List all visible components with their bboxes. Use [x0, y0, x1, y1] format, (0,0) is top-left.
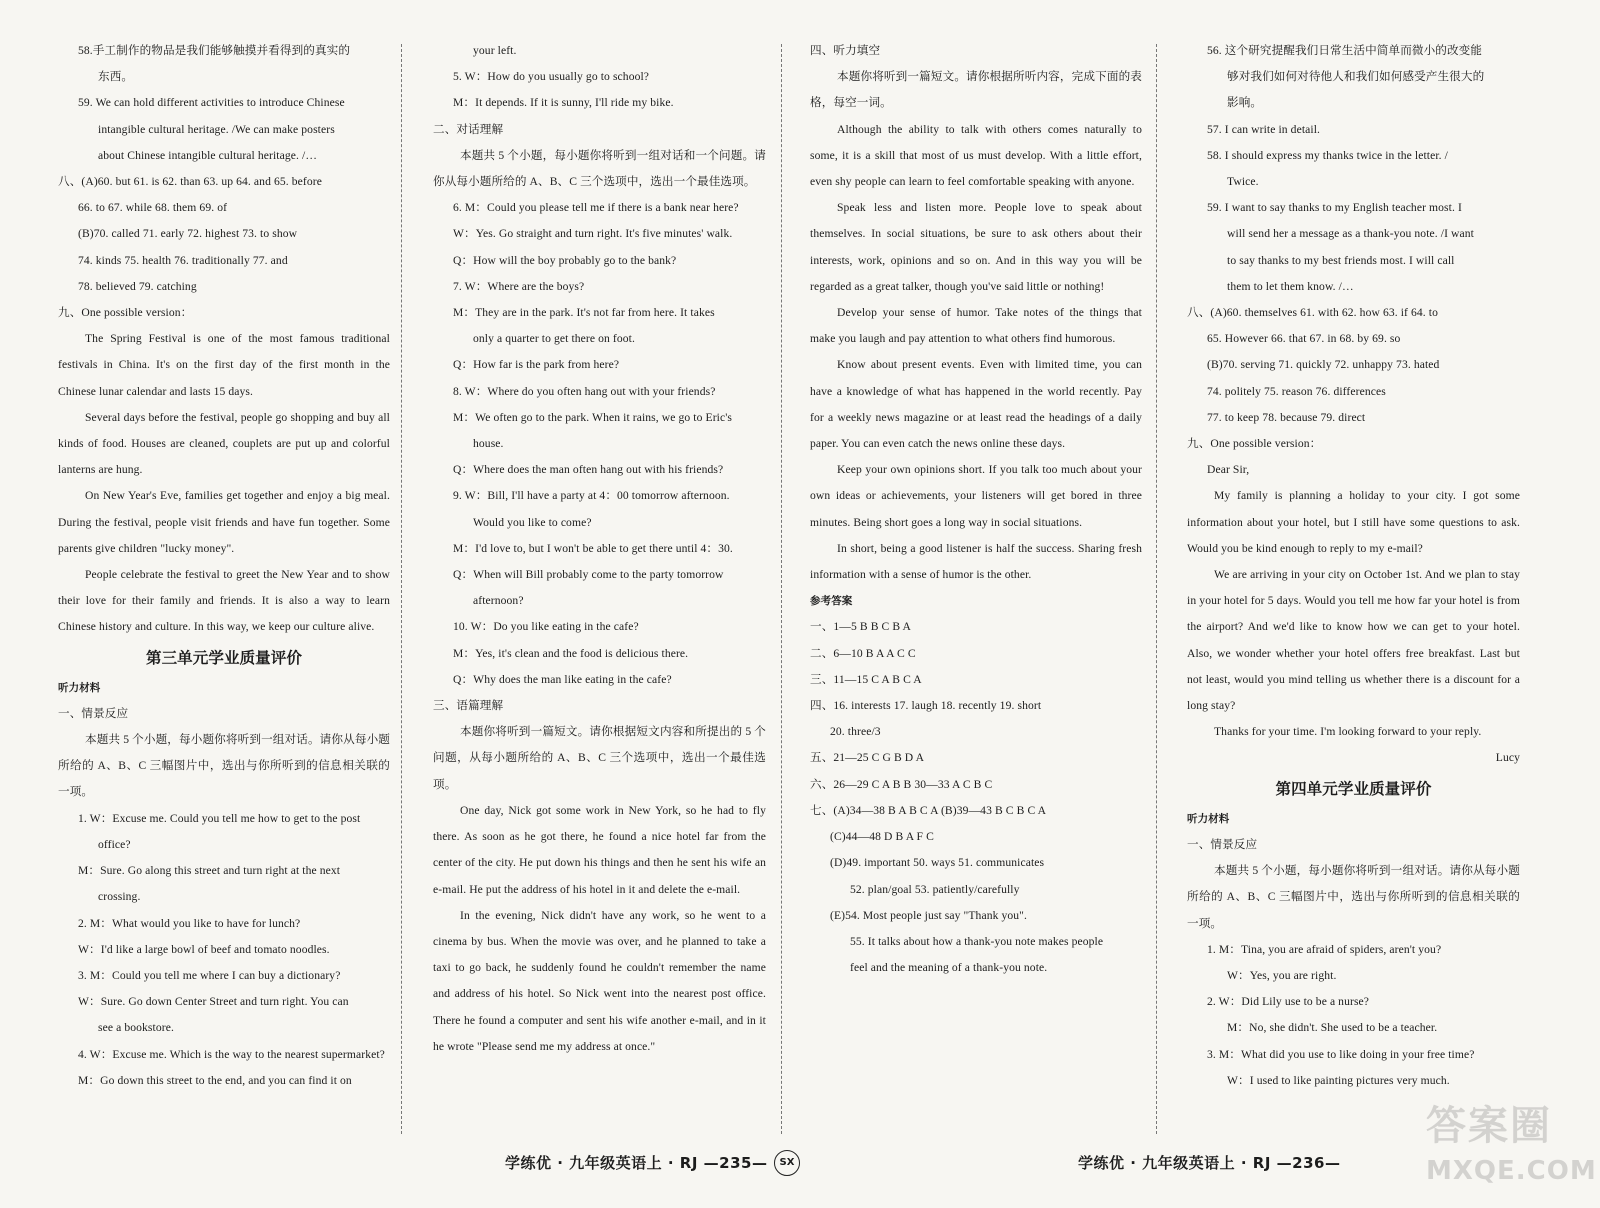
text-line: 二、对话理解	[433, 122, 504, 136]
column-1	[58, 38, 390, 1094]
text-line: 1. M：Tina, you are afraid of spiders, aren't you?	[1207, 942, 1442, 956]
text-line: house.	[473, 437, 504, 451]
text-line: M：They are in the park. It's not far from here. It takes	[453, 306, 715, 320]
text-line: 本题共 5 个小题，每小题你将听到一组对话和一个问题。请你从每小题所给的 A、B、C 三个选项中，选出一个最佳选项。	[433, 148, 766, 189]
text-line: intangible cultural heritage. /We can make posters	[98, 122, 335, 136]
text-line: In the evening, Nick didn't have any work, so he went to a cinema by bus. When the movie was over, and he planned to take a taxi to go back, he suddenly found he couldn't remember the name and address of his hotel. So Nick went into the nearest post office. There he found a computer and sent his wife another e-mail, and in it he wrote "Please send me my address at once."	[433, 908, 766, 1053]
text-line: 本题你将听到一篇短文。请你根据短文内容和所提出的 5 个问题，从每小题所给的 A、B、C 三个选项中，选出一个最佳选项。	[433, 725, 766, 791]
text-line: In short, being a good listener is half the success. Sharing fresh information with a sense of humor is the other.	[810, 541, 1142, 582]
text-line: to say thanks to my best friends most. I will call	[1227, 253, 1455, 267]
text-line: 六、26—29 C A B B 30—33 A C B C	[810, 777, 993, 791]
section-title: 第三单元学业质量评价	[145, 648, 302, 667]
text-line: Develop your sense of humor. Take notes of the things that make you laugh and pay attention to what others find humorous.	[810, 306, 1142, 346]
text-line: 1. W：Excuse me. Could you tell me how to get to the post	[78, 811, 361, 825]
text-line: 影响。	[1227, 96, 1263, 110]
text-line: M：No, she didn't. She used to be a teacher.	[1227, 1021, 1438, 1035]
text-line: 九、One possible version：	[58, 306, 193, 320]
text-line: 78. believed 79. catching	[78, 279, 197, 293]
text-line: 58. I should express my thanks twice in the letter. /	[1207, 148, 1448, 162]
text-line: see a bookstore.	[98, 1021, 174, 1035]
sx-logo: SX	[774, 1150, 800, 1176]
footer-left: 学练优 · 九年级英语上 · RJ —235—	[505, 1154, 768, 1172]
watermark-logo	[1426, 1098, 1596, 1204]
column-4	[1187, 38, 1520, 1094]
text-line: 58.手工制作的物品是我们能够触摸并看得到的真实的	[78, 44, 351, 57]
text-line: (B)70. called 71. early 72. highest 73. to show	[78, 227, 298, 241]
text-line: (B)70. serving 71. quickly 72. unhappy 73. hated	[1207, 358, 1440, 372]
text-line: Twice.	[1227, 175, 1259, 189]
text-line: My family is planning a holiday to your city. I got some information about your hotel, but I still have some questions to ask. Would you be kind enough to reply to my e-mail?	[1187, 489, 1520, 555]
text-line: Speak less and listen more. People love to speak about themselves. In social situations, be sure to ask others about their interests, work, opinions and so on. And in this way you will be regarded as a great talker, though you've said little or nothing!	[810, 201, 1142, 293]
text-line: We are arriving in your city on October 1st. And we plan to stay in your hotel for 5 days. Would you tell me how far your hotel is from the airport? And we'd like to know how we can get to your hotel. Also, we wonder whether your hotel offers free breakfast. Last but not least, would you mind telling us whether there is a discount for a long stay?	[1187, 568, 1520, 713]
text-line: 66. to 67. while 68. them 69. of	[78, 201, 228, 215]
text-line: M：Go down this street to the end, and you can find it on	[78, 1073, 352, 1087]
text-line: 3. M：Could you tell me where I can buy a dictionary?	[78, 968, 341, 982]
text-line: Thanks for your time. I'm looking forward to your reply.	[1214, 725, 1482, 739]
text-line: 55. It talks about how a thank-you note makes people	[850, 934, 1104, 948]
text-line: Q：Why does the man like eating in the cafe?	[453, 672, 672, 686]
text-line: W：Yes, you are right.	[1227, 968, 1337, 982]
text-line: W：I'd like a large bowl of beef and tomato noodles.	[78, 942, 330, 956]
text-line: 八、(A)60. but 61. is 62. than 63. up 64. and 65. before	[58, 175, 322, 189]
text-line: office?	[98, 837, 131, 851]
text-line: 本题共 5 个小题，每小题你将听到一组对话。请你从每小题所给的 A、B、C 三幅图片中，选出与你所听到的信息相关联的一项。	[58, 733, 390, 799]
text-line: M：Sure. Go along this street and turn right at the next	[78, 864, 341, 878]
text-line: Q：How far is the park from here?	[453, 358, 620, 372]
text-line: 74. kinds 75. health 76. traditionally 77. and	[78, 253, 288, 267]
text-line: 二、6—10 B A A C C	[810, 646, 916, 660]
text-line: On New Year's Eve, families get together and enjoy a big meal. During the festival, people visit friends and have fun together. Some parents give children "lucky money".	[58, 489, 390, 555]
text-line: 本题你将听到一篇短文。请你根据所听内容，完成下面的表格，每空一词。	[810, 70, 1142, 110]
text-line: 听力材料	[1187, 812, 1230, 825]
text-line: 三、11—15 C A B C A	[810, 672, 922, 686]
column-divider-3	[1156, 44, 1157, 1134]
text-line: Would you like to come?	[473, 515, 592, 529]
text-line: 四、16. interests 17. laugh 18. recently 19. short	[810, 699, 1042, 713]
text-line: will send her a message as a thank-you note. /I want	[1227, 227, 1474, 241]
text-line: 本题共 5 个小题，每小题你将听到一组对话。请你从每小题所给的 A、B、C 三幅图片中，选出与你所听到的信息相关联的一项。	[1187, 864, 1520, 930]
text-line: 够对我们如何对待他人和我们如何感受产生很大的	[1227, 70, 1485, 84]
text-line: 6. M：Could you please tell me if there is a bank near here?	[453, 201, 739, 215]
text-line: M：Yes, it's clean and the food is delicious there.	[453, 646, 689, 660]
text-line: 77. to keep 78. because 79. direct	[1207, 410, 1366, 424]
text-line: 五、21—25 C G B D A	[810, 751, 925, 765]
text-line: 东西。	[98, 70, 134, 84]
text-line: 56. 这个研究提醒我们日常生活中简单而微小的改变能	[1207, 44, 1483, 57]
text-line: Q：When will Bill probably come to the party tomorrow	[453, 568, 724, 582]
text-line: 8. W：Where do you often hang out with your friends?	[453, 384, 716, 398]
text-line: 5. W：How do you usually go to school?	[453, 70, 650, 84]
text-line: (E)54. Most people just say "Thank you".	[830, 908, 1028, 922]
text-line: afternoon?	[473, 594, 524, 608]
text-line: 20. three/3	[830, 725, 881, 739]
text-line: feel and the meaning of a thank-you note.	[850, 961, 1048, 975]
footer-right: 学练优 · 九年级英语上 · RJ —236—	[1078, 1154, 1341, 1172]
text-line: Know about present events. Even with limited time, you can have a knowledge of what has happened in the world recently. Pay for a weekly news magazine or at least read the headings of a daily paper. You can even catch the news online these days.	[810, 358, 1142, 451]
text-line: 2. M：What would you like to have for lunch?	[78, 916, 301, 930]
text-line: (C)44—48 D B A F C	[830, 830, 934, 844]
text-line: People celebrate the festival to greet the New Year and to show their love for their family and friends. It is also a way to learn Chinese history and culture. In this way, we keep our culture alive.	[58, 568, 390, 634]
text-line: Several days before the festival, people go shopping and buy all kinds of food. Houses are cleaned, couplets are put up and colorful lanterns are hung.	[58, 410, 390, 477]
text-line: 四、听力填空	[810, 44, 881, 57]
text-line: Although the ability to talk with others comes naturally to some, it is a skill that most of us must develop. With a little effort, even shy people can learn to feel comfortable speaking with anyone.	[810, 122, 1142, 189]
text-line: 一、情景反应	[1187, 837, 1258, 851]
text-line: 74. politely 75. reason 76. differences	[1207, 384, 1386, 398]
text-line: 52. plan/goal 53. patiently/carefully	[850, 882, 1020, 896]
column-divider-1	[401, 44, 402, 1134]
text-line: 一、1—5 B B C B A	[810, 620, 912, 634]
text-line: Dear Sir,	[1207, 463, 1250, 477]
watermark-text: 答案圈	[1426, 1103, 1552, 1149]
text-line: about Chinese intangible cultural heritage. /…	[98, 148, 318, 162]
text-line: 59. I want to say thanks to my English teacher most. I	[1207, 201, 1462, 215]
text-line: only a quarter to get there on foot.	[473, 332, 635, 346]
text-line: 2. W：Did Lily use to be a nurse?	[1207, 995, 1370, 1009]
text-line: 一、情景反应	[58, 706, 129, 720]
text-line: 三、语篇理解	[433, 699, 504, 713]
text-line: (D)49. important 50. ways 51. communicates	[830, 856, 1045, 870]
text-line: 9. W：Bill, I'll have a party at 4：00 tomorrow afternoon.	[453, 489, 730, 503]
text-line: W：Sure. Go down Center Street and turn right. You can	[78, 995, 349, 1009]
text-line: The Spring Festival is one of the most famous traditional festivals in China. It's on the first day of the first month in the Chinese lunar calendar and lasts 15 days.	[58, 332, 390, 398]
watermark-url: MXQE.COM	[1426, 1156, 1597, 1186]
text-line: crossing.	[98, 890, 141, 904]
column-3	[810, 38, 1142, 981]
column-2	[433, 38, 766, 1060]
text-line: 听力材料	[58, 681, 101, 694]
text-line: 59. We can hold different activities to introduce Chinese	[78, 96, 345, 110]
section-title: 第四单元学业质量评价	[1275, 779, 1432, 798]
text-line: your left.	[473, 44, 517, 57]
text-line: them to let them know. /…	[1227, 279, 1354, 293]
text-line: M：We often go to the park. When it rains, we go to Eric's	[453, 410, 733, 424]
text-line: 参考答案	[810, 595, 853, 608]
text-line: W：Yes. Go straight and turn right. It's five minutes' walk.	[453, 227, 733, 241]
text-line: Keep your own opinions short. If you talk too much about your own ideas or achievements, your listeners will get bored in three minutes. Being short goes a long way in social situations.	[810, 463, 1142, 529]
text-line: 65. However 66. that 67. in 68. by 69. so	[1207, 332, 1401, 346]
text-line: 3. M：What did you use to like doing in your free time?	[1207, 1047, 1475, 1061]
column-divider-2	[781, 44, 782, 1134]
text-line: M：I'd love to, but I won't be able to get there until 4：30.	[453, 541, 733, 555]
text-line: 八、(A)60. themselves 61. with 62. how 63. if 64. to	[1187, 306, 1439, 320]
text-line: Q：How will the boy probably go to the bank?	[453, 253, 677, 267]
text-line: Q：Where does the man often hang out with his friends?	[453, 463, 724, 477]
text-line: M：It depends. If it is sunny, I'll ride my bike.	[453, 96, 674, 110]
text-line: One day, Nick got some work in New York, so he had to fly there. As soon as he got there, he found a nice hotel far from the center of the city. He put down his things and then he sent his wife an e-mail. He put the address of his hotel in it and delete the e-mail.	[433, 803, 766, 896]
text-line: 10. W：Do you like eating in the cafe?	[453, 620, 639, 634]
text-line: Lucy	[1495, 751, 1520, 765]
text-line: 七、(A)34—38 B A B C A (B)39—43 B C B C A	[810, 803, 1047, 817]
text-line: 九、One possible version：	[1187, 437, 1322, 451]
text-line: 57. I can write in detail.	[1207, 122, 1321, 136]
text-line: 7. W：Where are the boys?	[453, 279, 585, 293]
text-line: W：I used to like painting pictures very much.	[1227, 1073, 1450, 1087]
text-line: 4. W：Excuse me. Which is the way to the nearest supermarket?	[78, 1047, 385, 1061]
